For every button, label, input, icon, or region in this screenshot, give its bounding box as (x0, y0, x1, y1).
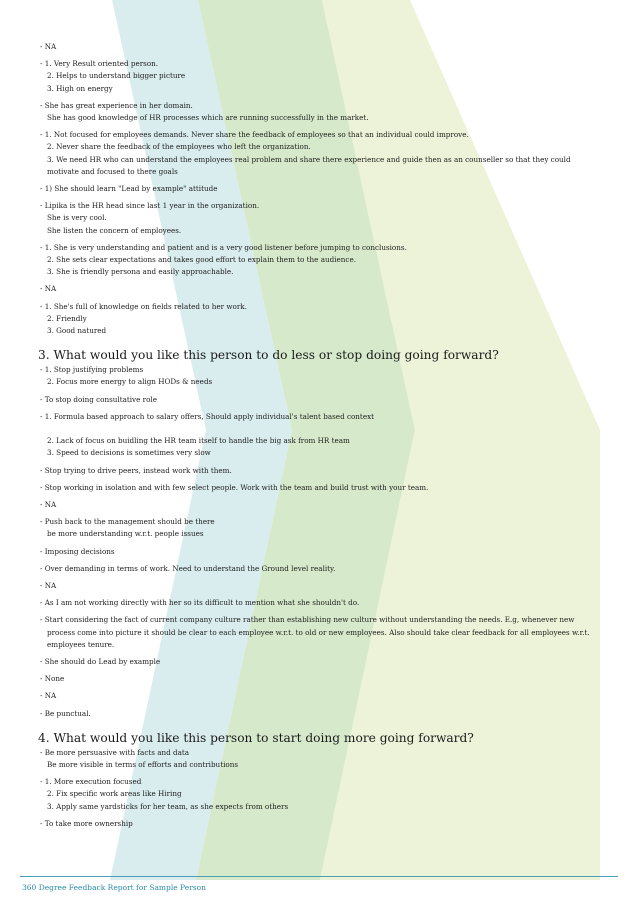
response-item: - 1. She's full of knowledge on fields related to her work. (40, 301, 247, 311)
response-line: motivate and focused to there goals (47, 166, 178, 176)
footer-report-title: 360 Degree Feedback Report for Sample Person (22, 883, 206, 892)
response-line: 3. High on energy (47, 83, 113, 93)
response-item: - 1. Stop justifying problems (40, 365, 144, 375)
response-item: - NA (40, 581, 57, 590)
response-line: 2. Lack of focus on buidling the HR team itself to handle the big ask from HR team (47, 436, 350, 446)
response-item: - She should do Lead by example (40, 657, 161, 666)
response-item: - Stop working in isolation and with few select people. Work with the team and build trust with your team. (40, 482, 429, 492)
response-line: 3. We need HR who can understand the employees real problem and share there experience and guide then as an counseller so that they could (47, 154, 571, 164)
response-line: Be more visible in terms of efforts and contributions (47, 760, 239, 769)
response-item: - Over demanding in terms of work. Need to understand the Ground level reality. (40, 563, 336, 573)
response-item: - Be more persuasive with facts and data (40, 747, 190, 757)
response-item: - 1. Formula based approach to salary offers, Should apply individual's talent based context (40, 411, 375, 421)
response-item: - NA (40, 284, 57, 294)
response-line: She has good knowledge of HR processes which are running successfully in the market. (47, 113, 369, 122)
response-line: 2. Fix specific work areas like Hiring (47, 789, 182, 799)
response-line: employees tenure. (47, 639, 115, 649)
response-line: 3. She is friendly persona and easily approachable. (47, 267, 234, 277)
response-item: - To stop doing consultative role (40, 394, 157, 404)
response-item: - Lipika is the HR head since last 1 year in the organization. (40, 201, 260, 211)
response-item: - NA (40, 42, 57, 51)
response-line: be more understanding w.r.t. people issues (47, 529, 204, 539)
response-item: - 1. Not focused for employees demands. Never share the feedback of employees so that an individual could improve. (40, 130, 469, 140)
response-item: - Stop trying to drive peers, instead work with them. (40, 465, 232, 475)
response-item: - NA (40, 691, 57, 701)
section-heading: 3. What would you like this person to do less or stop doing going forward? (38, 348, 499, 363)
response-line: 2. Never share the feedback of the employees who left the organization. (47, 142, 311, 152)
response-line: 2. Focus more energy to align HODs & needs (47, 377, 213, 387)
response-item: - 1) She should learn "Lead by example" attitude (40, 184, 218, 193)
response-item: - None (40, 674, 65, 684)
response-item: - Start considering the fact of current company culture rather than establishing new culture without understanding the needs. E.g, whenever new (40, 615, 575, 625)
response-line: She is very cool. (47, 213, 107, 223)
response-item: - Imposing decisions (40, 546, 115, 556)
section-heading: 4. What would you like this person to start doing more going forward? (38, 730, 474, 745)
response-item: - NA (40, 500, 57, 509)
response-line: process come into picture it should be clear to each employee w.r.t. to old or new employees. Also should take clear feedback for all employees w.r.t. (47, 627, 590, 637)
response-line: 2. Friendly (47, 313, 87, 323)
response-line: 2. She sets clear expectations and takes good effort to explain them to the audience. (47, 255, 356, 264)
response-item: - 1. More execution focused (40, 777, 142, 787)
response-item: - Be punctual. (40, 708, 91, 718)
response-line: 2. Helps to understand bigger picture (47, 71, 186, 81)
response-item: - 1. She is very understanding and patient and is a very good listener before jumping to conclusions. (40, 242, 407, 252)
response-line: She listen the concern of employees. (47, 225, 182, 235)
response-item: - She has great experience in her domain. (40, 100, 193, 110)
response-item: - As I am not working directly with her so its difficult to mention what she shouldn't do. (40, 598, 360, 608)
response-line: 3. Good natured (47, 326, 107, 335)
response-item: - 1. Very Result oriented person. (40, 59, 159, 69)
response-item: - To take more ownership (40, 818, 133, 828)
response-line: 3. Apply same yardsticks for her team, as she expects from others (47, 801, 289, 811)
response-item: - Push back to the management should be there (40, 517, 215, 527)
response-line: 3. Speed to decisions is sometimes very slow (47, 448, 211, 458)
